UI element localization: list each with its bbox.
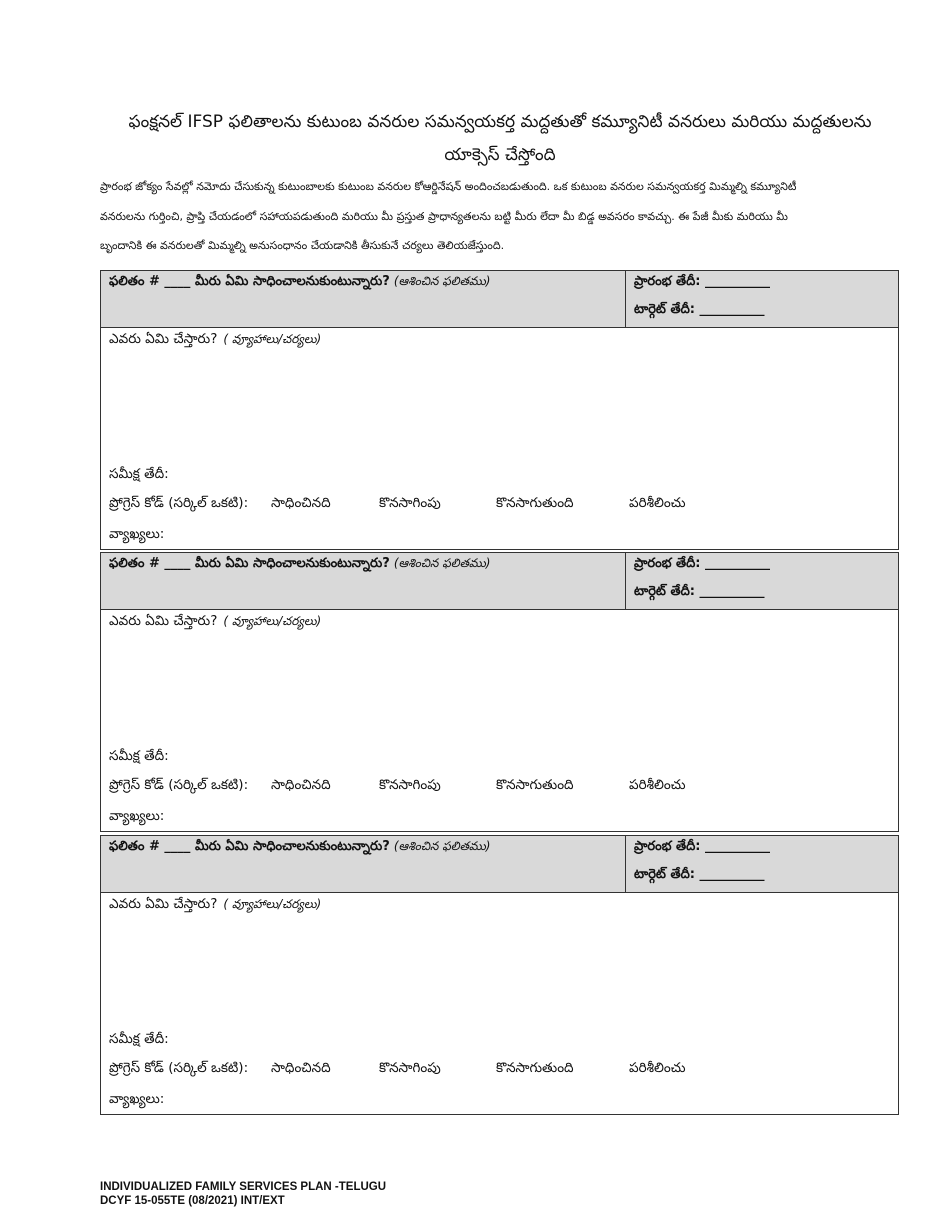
who-label: ఎవరు ఏమి చేస్తారు? [109, 331, 218, 347]
form-code: DCYF 15-055TE (08/2021) INT/EXT [100, 1195, 285, 1207]
page-title [100, 106, 900, 172]
progress-code-label: ప్రోగ్రెస్ కోడ్ (సర్కిల్ ఒకటి): [109, 1060, 249, 1076]
target-date-field[interactable]: టార్గెట్ తేదీ: __________ [634, 867, 765, 882]
who-does-what-field[interactable] [109, 613, 321, 632]
target-date-field[interactable]: టార్గెట్ తేదీ: __________ [634, 584, 765, 599]
outcome-hint: (ఆశించిన ఫలితము) [393, 556, 491, 570]
who-hint: ( వ్యూహాలు/చర్యలు) [223, 897, 322, 911]
progress-option-ongoing[interactable]: కొనసాగుతుంది [496, 495, 574, 511]
form-name: INDIVIDUALIZED FAMILY SERVICES PLAN -TELUGU [100, 1181, 387, 1193]
outcome-question[interactable] [109, 556, 619, 574]
outcome-label: ఫలితం # ____ మీరు ఏమి సాధించాలనుకుంటున్నారు? [109, 274, 390, 289]
start-date-field[interactable]: ప్రారంభ తేదీ: __________ [634, 839, 770, 854]
outcome-block-2 [100, 552, 899, 832]
start-date-field[interactable]: ప్రారంభ తేదీ: __________ [634, 274, 770, 289]
review-date-field[interactable]: సమీక్ష తేదీ: [109, 466, 169, 482]
who-hint: ( వ్యూహాలు/చర్యలు) [223, 332, 322, 346]
outcome-label: ఫలితం # ____ మీరు ఏమి సాధించాలనుకుంటున్నారు? [109, 839, 390, 854]
progress-option-achieved[interactable]: సాధించినది [271, 777, 331, 793]
progress-option-review[interactable]: పరిశీలించు [629, 495, 686, 511]
outcome-question[interactable] [109, 274, 619, 292]
outcome-block-1 [100, 270, 899, 550]
outcome-label: ఫలితం # ____ మీరు ఏమి సాధించాలనుకుంటున్నారు? [109, 556, 390, 571]
title-line-1: ఫంక్షనల్ IFSP ఫలితాలను కుటుంబ వనరుల సమన్వయకర్త మద్దతుతో కమ్యూనిటీ వనరులు మరియు మద్దతులను [128, 112, 872, 132]
outcome-question[interactable] [109, 839, 619, 857]
who-label: ఎవరు ఏమి చేస్తారు? [109, 896, 218, 912]
target-date-field[interactable]: టార్గెట్ తేదీ: __________ [634, 302, 765, 317]
outcome-header [101, 271, 898, 328]
progress-option-review[interactable]: పరిశీలించు [629, 777, 686, 793]
outcome-hint: (ఆశించిన ఫలితము) [393, 274, 491, 288]
review-date-field[interactable]: సమీక్ష తేదీ: [109, 748, 169, 764]
progress-option-continue[interactable]: కొనసాగింపు [379, 777, 441, 793]
outcome-header [101, 836, 898, 893]
comments-field[interactable]: వ్యాఖ్యలు: [109, 1091, 165, 1107]
outcome-hint: (ఆశించిన ఫలితము) [393, 839, 491, 853]
progress-option-ongoing[interactable]: కొనసాగుతుంది [496, 1060, 574, 1076]
intro-line-2: వనరులను గుర్తించి, ప్రాప్తి చేయడంలో సహాయపడుతుంది మరియు మీ ప్రస్తుత ప్రాధాన్యతలను బట్టి మీరు లేదా మీ బిడ్డ అవసరం కావచ్చు. ఈ పేజీ మీకు మరియు మీ [100, 209, 788, 223]
title-line-2: యాక్సెస్ చేస్తోంది [444, 145, 556, 165]
progress-option-achieved[interactable]: సాధించినది [271, 495, 331, 511]
intro-paragraph [100, 172, 870, 261]
intro-line-1: ప్రారంభ జోక్యం సేవల్లో నమోదు చేసుకున్న కుటుంబాలకు కుటుంబ వనరుల కోఆర్డినేషన్ అందించబడుతుంది. ఒక కుటుంబ వనరుల సమన్వయకర్త మిమ్మల్ని కమ్యూనిటీ [100, 180, 797, 193]
comments-field[interactable]: వ్యాఖ్యలు: [109, 526, 165, 542]
outcome-block-3 [100, 835, 899, 1115]
comments-field[interactable]: వ్యాఖ్యలు: [109, 808, 165, 824]
progress-option-review[interactable]: పరిశీలించు [629, 1060, 686, 1076]
dates-cell [625, 836, 898, 892]
progress-option-continue[interactable]: కొనసాగింపు [379, 1060, 441, 1076]
progress-code-label: ప్రోగ్రెస్ కోడ్ (సర్కిల్ ఒకటి): [109, 777, 249, 793]
progress-option-achieved[interactable]: సాధించినది [271, 1060, 331, 1076]
form-footer [100, 1180, 386, 1208]
outcome-header [101, 553, 898, 610]
who-does-what-field[interactable] [109, 331, 321, 350]
progress-option-continue[interactable]: కొనసాగింపు [379, 495, 441, 511]
who-label: ఎవరు ఏమి చేస్తారు? [109, 613, 218, 629]
start-date-field[interactable]: ప్రారంభ తేదీ: __________ [634, 556, 770, 571]
progress-code-label: ప్రోగ్రెస్ కోడ్ (సర్కిల్ ఒకటి): [109, 495, 249, 511]
intro-line-3: బృందానికి ఈ వనరులతో మిమ్మల్ని అనుసంధానం చేయడానికి తీసుకునే చర్యలు తెలియజేస్తుంది. [100, 239, 505, 252]
who-does-what-field[interactable] [109, 896, 321, 915]
dates-cell [625, 553, 898, 609]
who-hint: ( వ్యూహాలు/చర్యలు) [223, 614, 322, 628]
review-date-field[interactable]: సమీక్ష తేదీ: [109, 1031, 169, 1047]
progress-option-ongoing[interactable]: కొనసాగుతుంది [496, 777, 574, 793]
dates-cell [625, 271, 898, 327]
